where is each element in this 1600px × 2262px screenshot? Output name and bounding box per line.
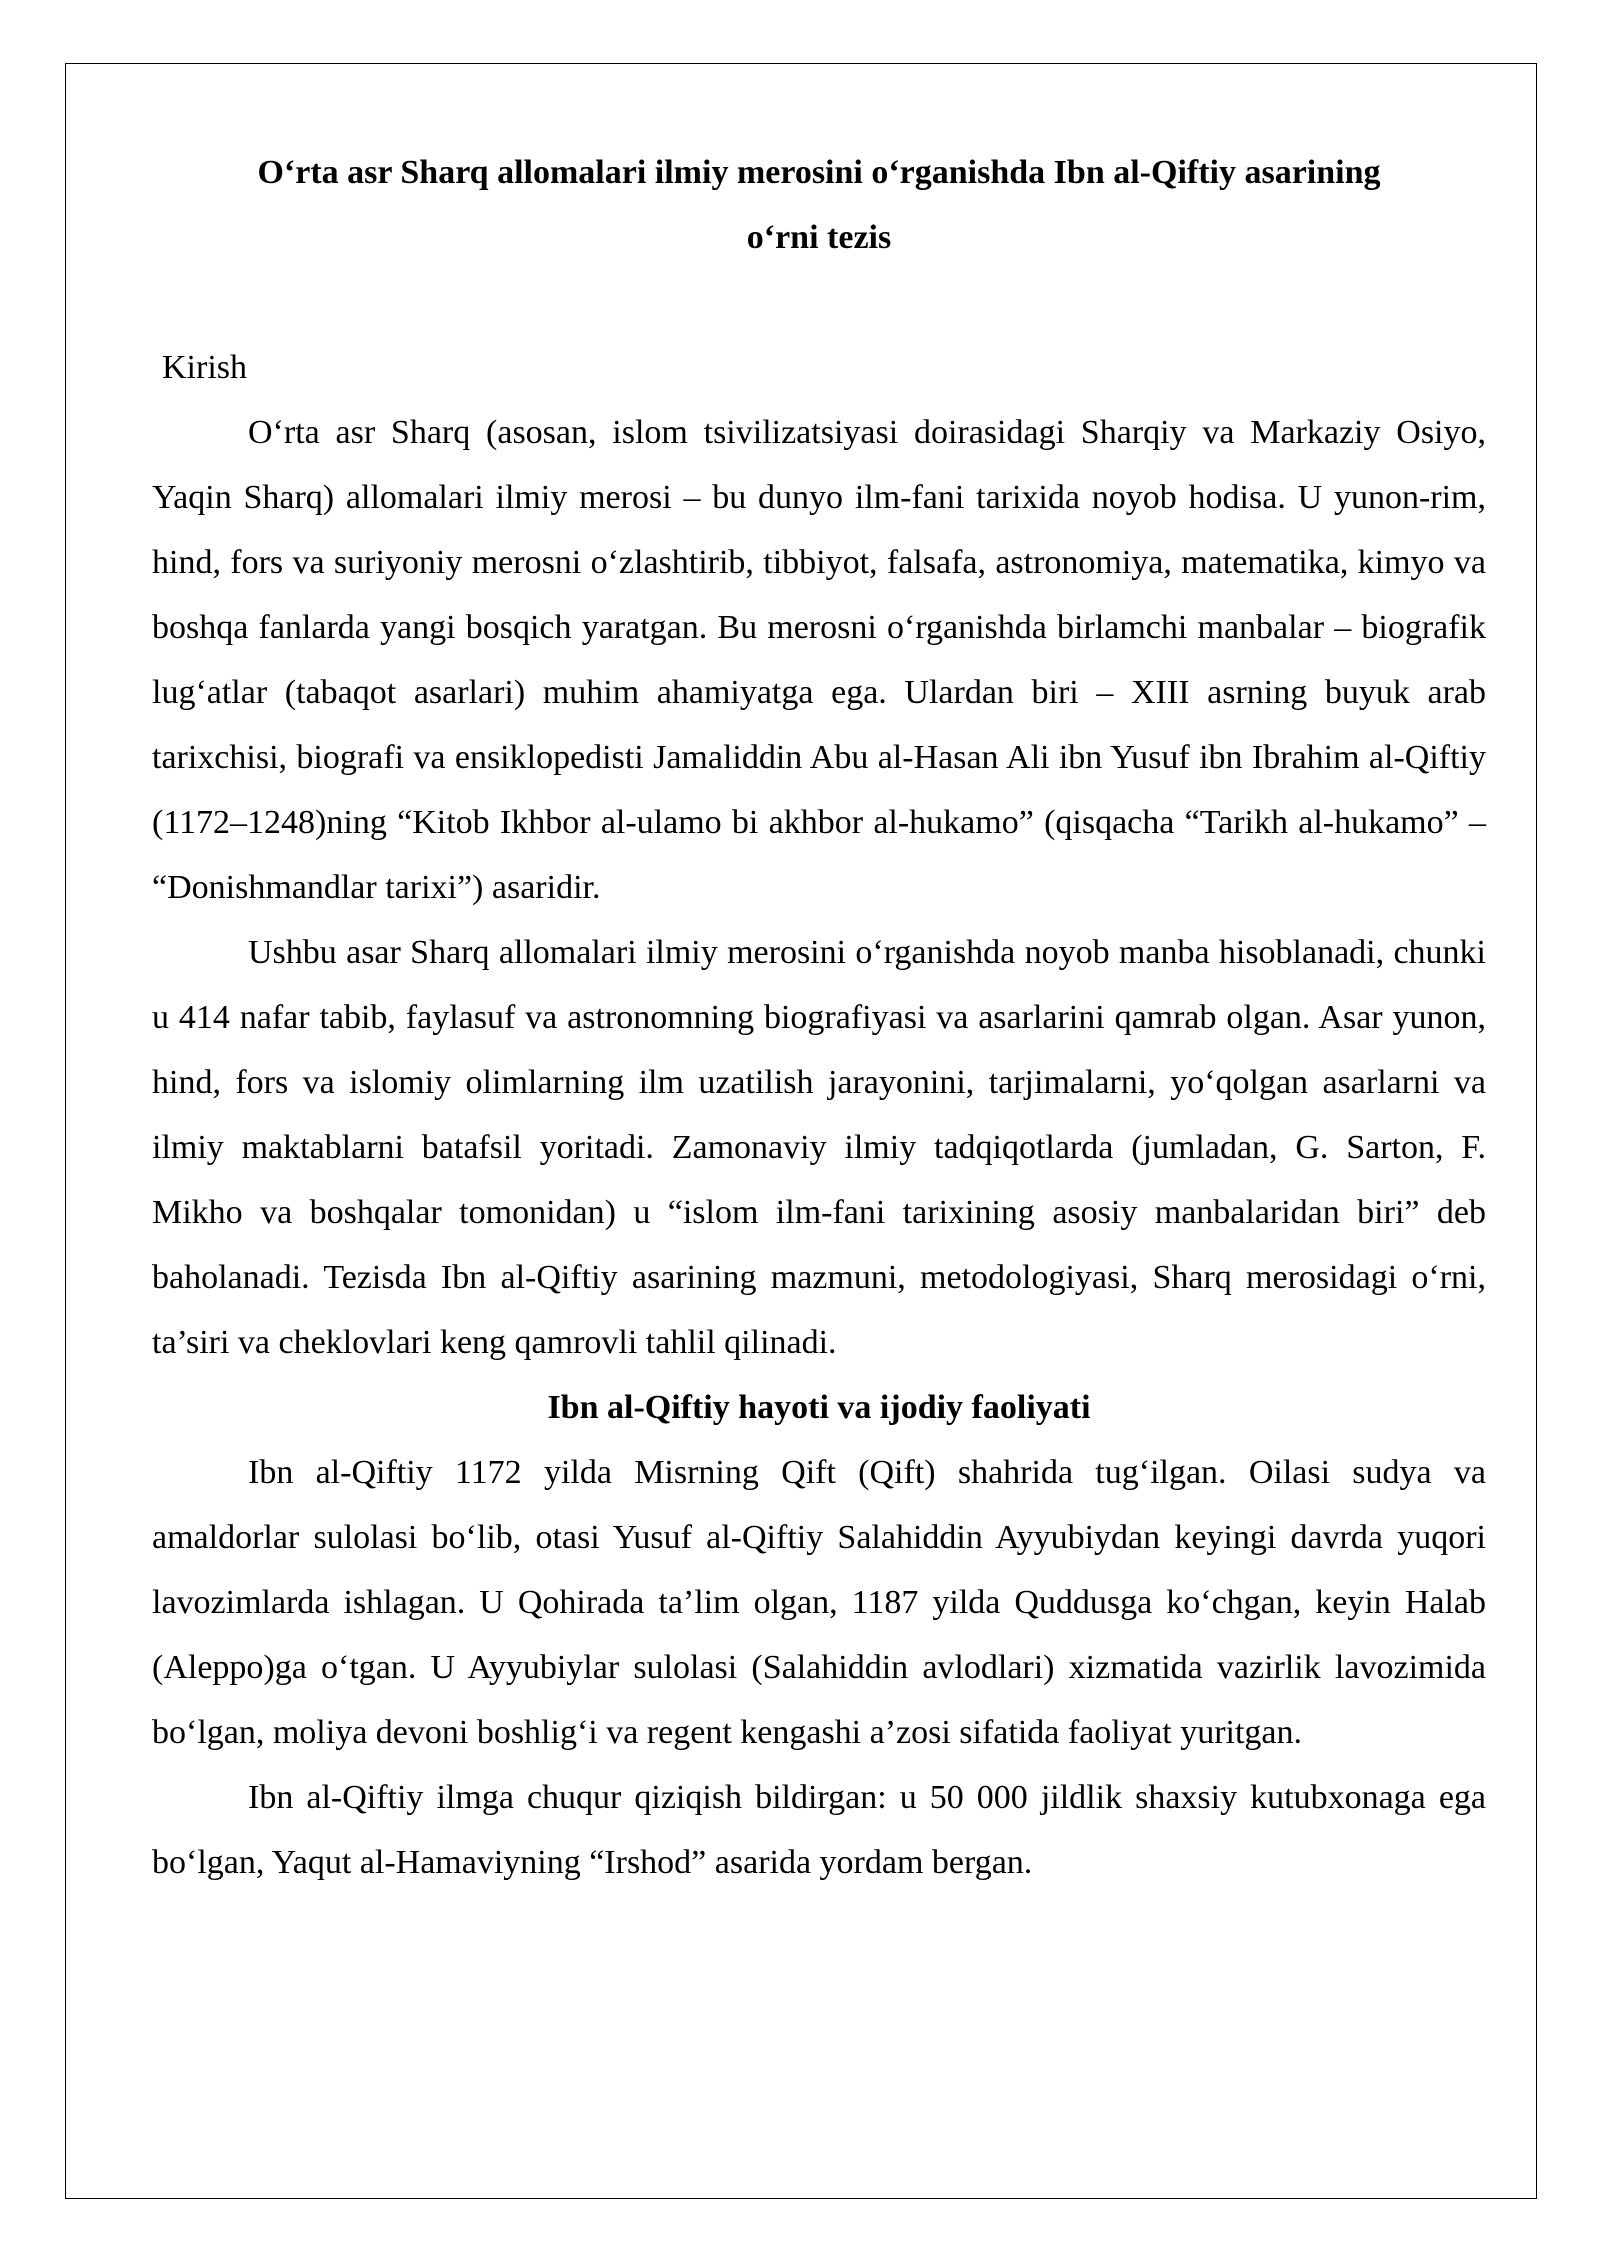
document-title (162, 140, 1476, 270)
intro-paragraph-1: O‘rta asr Sharq (asosan, islom tsivilizatsiyasi doirasidagi Sharqiy va Markaziy Osiyo, Yaqin Sharq) allomalari ilmiy merosi – bu dunyo ilm-fani tarixida noyob hodisa. U yunon-rim, hind, fors va suriyoniy merosni o‘zlashtirib, tibbiyot, falsafa, astronomiya, matematika, kimyo va boshqa fanlarda yangi bosqich yaratgan. Bu merosni o‘rganishda birlamchi manbalar – biografik lug‘atlar (tabaqot asarlari) muhim ahamiyatga ega. Ulardan biri – XIII asrning buyuk arab tarixchisi, biografi va ensiklopedisti Jamaliddin Abu al-Hasan Ali ibn Yusuf ibn Ibrahim al-Qiftiy (1172–1248)ning “Kitob Ikhbor al-ulamo bi akhbor al-hukamo” (qisqacha “Tarikh al-hukamo” – “Donishmandlar tarixi”) asaridir. (152, 414, 1486, 906)
intro-heading: Kirish (162, 349, 247, 386)
section-paragraph-2: Ibn al-Qiftiy ilmga chuqur qiziqish bildirgan: u 50 000 jildlik shaxsiy kutubxonaga ega bo‘lgan, Yaqut al-Hamaviyning “Irshod” asarida yordam bergan. (152, 1779, 1486, 1881)
title-line-2: o‘rni tezis (746, 219, 892, 256)
spacer (152, 270, 1486, 335)
intro-paragraph-2: Ushbu asar Sharq allomalari ilmiy merosini o‘rganishda noyob manba hisoblanadi, chunki u 414 nafar tabib, faylasuf va astronomning biografiyasi va asarlarini qamrab olgan. Asar yunon, hind, fors va islomiy olimlarning ilm uzatilish jarayonini, tarjimalarni, yo‘qolgan asarlarni va ilmiy maktablarni batafsil yoritadi. Zamonaviy ilmiy tadqiqotlarda (jumladan, G. Sarton, F. Mikho va boshqalar tomonidan) u “islom ilm-fani tarixining asosiy manbalaridan biri” deb baholanadi. Tezisda Ibn al-Qiftiy asarining mazmuni, metodologiyasi, Sharq merosidagi o‘rni, ta’siri va cheklovlari keng qamrovli tahlil qilinadi. (152, 934, 1486, 1361)
section-heading: Ibn al-Qiftiy hayoti va ijodiy faoliyati (547, 1389, 1091, 1426)
document-body (152, 140, 1486, 1895)
title-line-1: O‘rta asr Sharq allomalari ilmiy merosini o‘rganishda Ibn al-Qiftiy asarining (257, 154, 1381, 191)
section-paragraph-1: Ibn al-Qiftiy 1172 yilda Misrning Qift (Qift) shahrida tug‘ilgan. Oilasi sudya va amaldorlar sulolasi bo‘lib, otasi Yusuf al-Qiftiy Salahiddin Ayyubiydan keyingi davrda yuqori lavozimlarda ishlagan. U Qohirada ta’lim olgan, 1187 yilda Quddusga ko‘chgan, keyin Halab (Aleppo)ga o‘tgan. U Ayyubiylar sulolasi (Salahiddin avlodlari) xizmatida vazirlik lavozimida bo‘lgan, moliya devoni boshlig‘i va regent kengashi a’zosi sifatida faoliyat yuritgan. (152, 1454, 1486, 1751)
